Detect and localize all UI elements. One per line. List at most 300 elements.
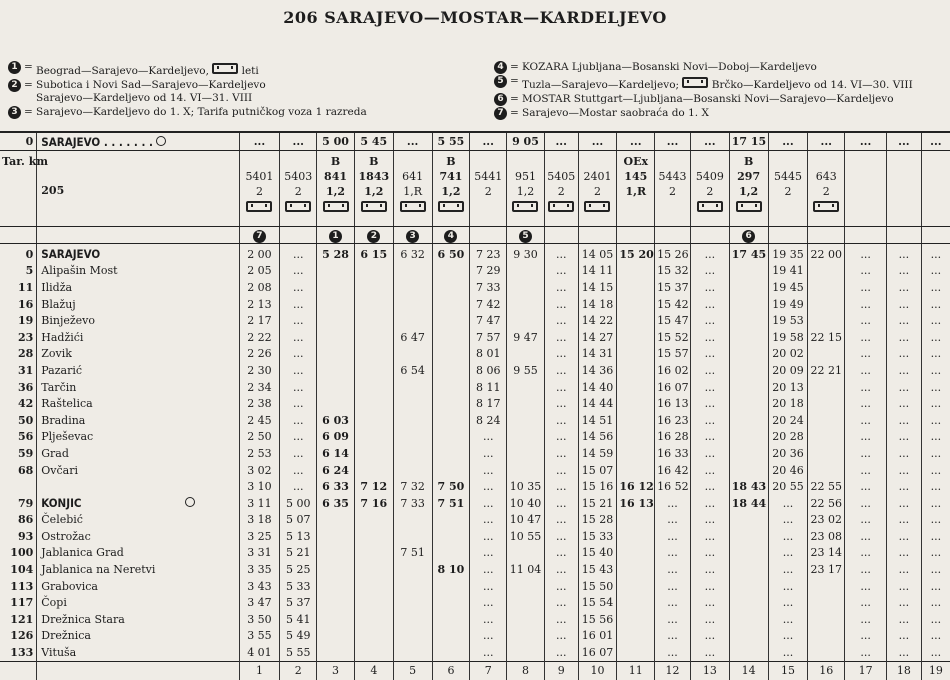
time-cell: 10 35 [507, 478, 545, 495]
time-cell: 15 20 [617, 244, 655, 263]
column-number: 4 [354, 661, 393, 680]
time-cell [354, 561, 393, 578]
time-cell: ... [690, 528, 729, 545]
time-cell: 2 05 [239, 263, 280, 280]
time-cell [432, 644, 470, 661]
time-cell: 5 33 [280, 578, 317, 595]
station-cell [37, 429, 239, 446]
station-name: Grabovica [41, 579, 98, 593]
time-cell: 14 36 [578, 362, 617, 379]
time-cell: ... [280, 412, 317, 429]
time-cell: ... [470, 512, 507, 529]
time-cell [617, 462, 655, 479]
time-cell [432, 379, 470, 396]
time-cell [808, 429, 845, 446]
time-cell: ... [280, 462, 317, 479]
badge-cell [578, 227, 617, 244]
station-name: Drežnica [41, 629, 91, 643]
time-cell [808, 279, 845, 296]
time-cell [354, 346, 393, 363]
note-item [8, 106, 468, 119]
station-name: Tarčin [41, 380, 77, 394]
time-cell: ... [768, 132, 808, 151]
km-cell: 23 [17, 330, 34, 344]
time-cell: ... [690, 611, 729, 628]
time-cell: 16 42 [655, 462, 691, 479]
time-cell: ... [470, 611, 507, 628]
bus-icon [697, 201, 723, 212]
station-row [0, 495, 950, 512]
time-cell [808, 594, 845, 611]
station-name: Vituša [41, 646, 77, 660]
note-item [494, 93, 944, 106]
time-cell: ... [655, 512, 691, 529]
time-cell: ... [280, 132, 317, 151]
time-cell [432, 611, 470, 628]
station-name: Raštelica [41, 397, 93, 411]
note-text-tail: Brčko—Kardeljevo od 14. VI—30. VIII [708, 79, 913, 91]
station-row [0, 279, 950, 296]
time-cell: 15 52 [655, 329, 691, 346]
time-cell [393, 561, 432, 578]
time-cell: 14 44 [578, 395, 617, 412]
time-cell: 22 21 [808, 362, 845, 379]
station-cell [37, 312, 239, 329]
time-cell: 5 00 [280, 495, 317, 512]
station-row [0, 395, 950, 412]
time-cell: ... [921, 429, 950, 446]
station-cell [37, 244, 239, 263]
time-cell: ... [655, 644, 691, 661]
column-number: 12 [655, 661, 691, 680]
time-cell: 10 40 [507, 495, 545, 512]
time-cell: ... [280, 296, 317, 313]
train-class: 1,2 [739, 185, 759, 198]
time-cell: ... [887, 462, 922, 479]
time-cell: 7 57 [470, 329, 507, 346]
time-cell: ... [921, 445, 950, 462]
time-cell: 16 02 [655, 362, 691, 379]
time-cell [507, 412, 545, 429]
time-cell: ... [921, 296, 950, 313]
time-cell [393, 628, 432, 645]
time-cell [354, 296, 393, 313]
column-number: 8 [507, 661, 545, 680]
station-name: Blažuj [41, 297, 76, 311]
time-cell [729, 628, 768, 645]
train-number: 5445 [773, 170, 802, 183]
time-cell: ... [544, 379, 578, 396]
time-cell: 3 11 [239, 495, 280, 512]
time-cell [432, 329, 470, 346]
time-cell [354, 462, 393, 479]
time-cell: ... [921, 528, 950, 545]
time-cell [432, 395, 470, 412]
time-cell: ... [280, 395, 317, 412]
time-cell: 20 02 [768, 346, 808, 363]
time-cell: 20 28 [768, 429, 808, 446]
time-cell: 16 13 [617, 495, 655, 512]
note-item [8, 61, 468, 78]
time-cell: ... [280, 379, 317, 396]
time-cell [507, 545, 545, 562]
origin-row [0, 132, 950, 151]
time-cell [808, 644, 845, 661]
km-cell: 93 [17, 529, 34, 543]
time-cell: ... [768, 611, 808, 628]
bus-icon [682, 77, 708, 88]
time-cell: ... [280, 244, 317, 263]
time-cell [729, 279, 768, 296]
time-cell: 16 33 [655, 445, 691, 462]
km-cell: 16 [17, 297, 34, 311]
badge-cell [729, 227, 768, 244]
train-category: B [369, 155, 379, 168]
time-cell: ... [845, 578, 887, 595]
time-cell [393, 611, 432, 628]
badge-cell [808, 227, 845, 244]
train-class: 2 [669, 185, 677, 198]
column-number: 18 [887, 661, 922, 680]
time-cell [317, 528, 355, 545]
connecting-table-number [37, 151, 239, 227]
time-cell [393, 395, 432, 412]
time-cell: 16 13 [655, 395, 691, 412]
time-cell: 7 42 [470, 296, 507, 313]
note-text: Subotica i Novi Sad—Sarajevo—Kardeljevo [36, 79, 266, 91]
time-cell [354, 362, 393, 379]
time-cell [729, 528, 768, 545]
time-cell: ... [845, 495, 887, 512]
time-cell [617, 346, 655, 363]
page-title: 206 SARAJEVO—MOSTAR—KARDELJEVO [283, 8, 667, 27]
time-cell: 2 38 [239, 395, 280, 412]
time-cell: ... [280, 478, 317, 495]
station-cell [37, 578, 239, 595]
time-cell: 3 35 [239, 561, 280, 578]
time-cell: ... [544, 512, 578, 529]
station-row [0, 611, 950, 628]
bus-icon [361, 201, 387, 212]
train-number: 5403 [284, 170, 313, 183]
column-number: 11 [617, 661, 655, 680]
train-number: 145 [624, 170, 648, 183]
note-number-badge: 5 [519, 230, 532, 243]
time-cell [317, 362, 355, 379]
station-name: Čopi [41, 596, 67, 610]
km-cell: 79 [17, 496, 34, 510]
time-cell [729, 561, 768, 578]
time-cell: 14 18 [578, 296, 617, 313]
time-cell: ... [921, 478, 950, 495]
time-cell: ... [690, 362, 729, 379]
time-cell [432, 296, 470, 313]
time-cell: ... [845, 528, 887, 545]
station-cell [37, 296, 239, 313]
station-row [0, 263, 950, 280]
time-cell: ... [280, 362, 317, 379]
time-cell: 3 50 [239, 611, 280, 628]
badge-cell [432, 227, 470, 244]
time-cell: ... [690, 263, 729, 280]
badge-cell [280, 227, 317, 244]
time-cell: ... [544, 395, 578, 412]
time-cell: ... [845, 379, 887, 396]
station-name: SARAJEVO [41, 247, 101, 262]
time-cell: 9 47 [507, 329, 545, 346]
time-cell: ... [544, 545, 578, 562]
time-cell: 15 40 [578, 545, 617, 562]
station-name: Zovik [41, 347, 72, 361]
time-cell [354, 279, 393, 296]
time-cell: 20 13 [768, 379, 808, 396]
time-cell: 15 57 [655, 346, 691, 363]
time-cell: ... [887, 296, 922, 313]
time-cell: ... [887, 263, 922, 280]
column-number: 10 [578, 661, 617, 680]
time-cell [729, 594, 768, 611]
time-cell: 7 33 [470, 279, 507, 296]
time-cell: ... [655, 628, 691, 645]
bus-icon [813, 201, 839, 212]
time-cell: ... [845, 611, 887, 628]
note-item [494, 75, 944, 92]
time-cell: ... [887, 412, 922, 429]
time-cell: 5 28 [317, 244, 355, 263]
time-cell [729, 329, 768, 346]
train-class: 2 [484, 185, 492, 198]
time-cell: 3 31 [239, 545, 280, 562]
train-class: 2 [255, 185, 263, 198]
station-cell [37, 462, 239, 479]
train-class: 2 [784, 185, 792, 198]
train-class: 2 [593, 185, 601, 198]
time-cell: 8 10 [432, 561, 470, 578]
time-cell: ... [887, 312, 922, 329]
badge-cell [617, 227, 655, 244]
time-cell: 2 17 [239, 312, 280, 329]
time-cell: 11 04 [507, 561, 545, 578]
train-header [280, 151, 317, 227]
time-cell: 15 50 [578, 578, 617, 595]
time-cell [393, 594, 432, 611]
km-cell: 121 [10, 612, 34, 626]
time-cell: ... [690, 379, 729, 396]
time-cell: ... [845, 279, 887, 296]
time-cell: ... [921, 462, 950, 479]
station-cell [37, 263, 239, 280]
time-cell [729, 346, 768, 363]
time-cell: ... [845, 132, 887, 151]
time-cell [507, 279, 545, 296]
station-cell [37, 478, 239, 495]
station-name: Ilidža [41, 280, 73, 294]
station-row [0, 296, 950, 313]
time-cell [432, 279, 470, 296]
time-cell: ... [845, 561, 887, 578]
bus-icon [736, 201, 762, 212]
note-number-badge: 7 [253, 230, 266, 243]
note-number-badge: 4 [494, 61, 507, 74]
time-cell: 7 12 [354, 478, 393, 495]
time-cell: ... [887, 644, 922, 661]
time-cell: ... [845, 594, 887, 611]
time-cell: 19 35 [768, 244, 808, 263]
train-class: 2 [294, 185, 302, 198]
km-cell: 104 [10, 563, 34, 577]
time-cell: 5 00 [317, 132, 355, 151]
train-number: 2401 [583, 170, 612, 183]
station-cell [37, 412, 239, 429]
km-cell: 126 [10, 629, 34, 643]
time-cell [393, 462, 432, 479]
time-cell: ... [470, 578, 507, 595]
tariff-km-label [0, 151, 48, 227]
time-cell: 8 17 [470, 395, 507, 412]
time-cell: 2 45 [239, 412, 280, 429]
note-number-badge: 1 [329, 230, 342, 243]
time-cell: ... [887, 611, 922, 628]
time-cell [317, 329, 355, 346]
time-cell [317, 296, 355, 313]
time-cell: ... [544, 462, 578, 479]
time-cell: 7 50 [432, 478, 470, 495]
time-cell: ... [470, 132, 507, 151]
time-cell: 18 43 [729, 478, 768, 495]
station-row [0, 429, 950, 446]
badge-cell [507, 227, 545, 244]
station-cell [37, 561, 239, 578]
time-cell: 5 25 [280, 561, 317, 578]
note-text: Sarajevo—Kardeljevo do 1. X; Tarifa putničkog voza 1 razreda [36, 106, 367, 118]
train-header [921, 151, 950, 227]
time-cell: ... [921, 244, 950, 263]
badge-cell [921, 227, 950, 244]
km-cell: 100 [10, 546, 34, 560]
time-cell [617, 329, 655, 346]
train-number: 5441 [474, 170, 503, 183]
bus-icon [323, 201, 349, 212]
time-cell [354, 412, 393, 429]
time-cell [507, 462, 545, 479]
time-cell: 3 10 [239, 478, 280, 495]
km-cell: 11 [17, 280, 34, 294]
train-class: 2 [822, 185, 830, 198]
time-cell: ... [921, 628, 950, 645]
time-cell: 8 24 [470, 412, 507, 429]
station-name: SARAJEVO . . . . . . . [41, 134, 153, 149]
time-cell [808, 263, 845, 280]
time-cell: 16 28 [655, 429, 691, 446]
time-cell [507, 296, 545, 313]
time-cell: 19 53 [768, 312, 808, 329]
station-row [0, 528, 950, 545]
time-cell: ... [544, 644, 578, 661]
time-cell: 3 02 [239, 462, 280, 479]
note-number-badge: 2 [367, 230, 380, 243]
column-number-row [0, 661, 950, 680]
time-cell: ... [544, 244, 578, 263]
time-cell [317, 628, 355, 645]
time-cell [432, 512, 470, 529]
train-header [729, 151, 768, 227]
time-cell: ... [921, 594, 950, 611]
time-cell: 15 28 [578, 512, 617, 529]
time-cell [432, 312, 470, 329]
time-cell [393, 379, 432, 396]
train-number: 841 [324, 170, 348, 183]
time-cell [507, 445, 545, 462]
time-cell [354, 512, 393, 529]
time-cell: ... [921, 263, 950, 280]
time-cell: ... [617, 132, 655, 151]
time-cell [617, 628, 655, 645]
time-cell: 5 49 [280, 628, 317, 645]
time-cell [617, 429, 655, 446]
station-name: Plješevac [41, 430, 94, 444]
badge-cell [768, 227, 808, 244]
time-cell: 7 16 [354, 495, 393, 512]
time-cell: 10 47 [507, 512, 545, 529]
station-row [0, 346, 950, 363]
time-cell: ... [845, 412, 887, 429]
note-number-badge: 3 [8, 106, 21, 119]
time-cell: 19 58 [768, 329, 808, 346]
time-cell: 2 53 [239, 445, 280, 462]
time-cell: 5 55 [280, 644, 317, 661]
equals-sign: = [510, 107, 519, 119]
time-cell [317, 561, 355, 578]
station-name: Alipašin Most [41, 264, 118, 278]
time-cell: ... [470, 478, 507, 495]
time-cell: ... [921, 395, 950, 412]
time-cell: ... [690, 445, 729, 462]
station-cell [37, 528, 239, 545]
time-cell: ... [768, 495, 808, 512]
train-number: 951 [514, 170, 536, 183]
train-header [617, 151, 655, 227]
time-cell: ... [887, 379, 922, 396]
time-cell [432, 628, 470, 645]
time-cell: 5 41 [280, 611, 317, 628]
time-cell: 18 44 [729, 495, 768, 512]
station-name: Ovčari [41, 463, 78, 477]
tariff-km-text: Tar. km [2, 155, 48, 168]
time-cell: ... [544, 611, 578, 628]
time-cell [617, 611, 655, 628]
train-header [845, 151, 887, 227]
time-cell: ... [544, 594, 578, 611]
time-cell [393, 578, 432, 595]
station-cell [37, 132, 239, 151]
column-number: 16 [808, 661, 845, 680]
time-cell [354, 594, 393, 611]
time-cell: 22 15 [808, 329, 845, 346]
time-cell [393, 445, 432, 462]
km-cell: 50 [17, 413, 34, 427]
train-number: 297 [737, 170, 761, 183]
station-row [0, 462, 950, 479]
time-cell: ... [887, 429, 922, 446]
time-cell: 7 51 [393, 545, 432, 562]
badge-cell [655, 227, 691, 244]
time-cell: 2 13 [239, 296, 280, 313]
km-cell: 117 [10, 596, 34, 610]
train-number: 5401 [245, 170, 274, 183]
time-cell [317, 611, 355, 628]
km-cell: 133 [10, 646, 34, 660]
train-number: 643 [815, 170, 837, 183]
